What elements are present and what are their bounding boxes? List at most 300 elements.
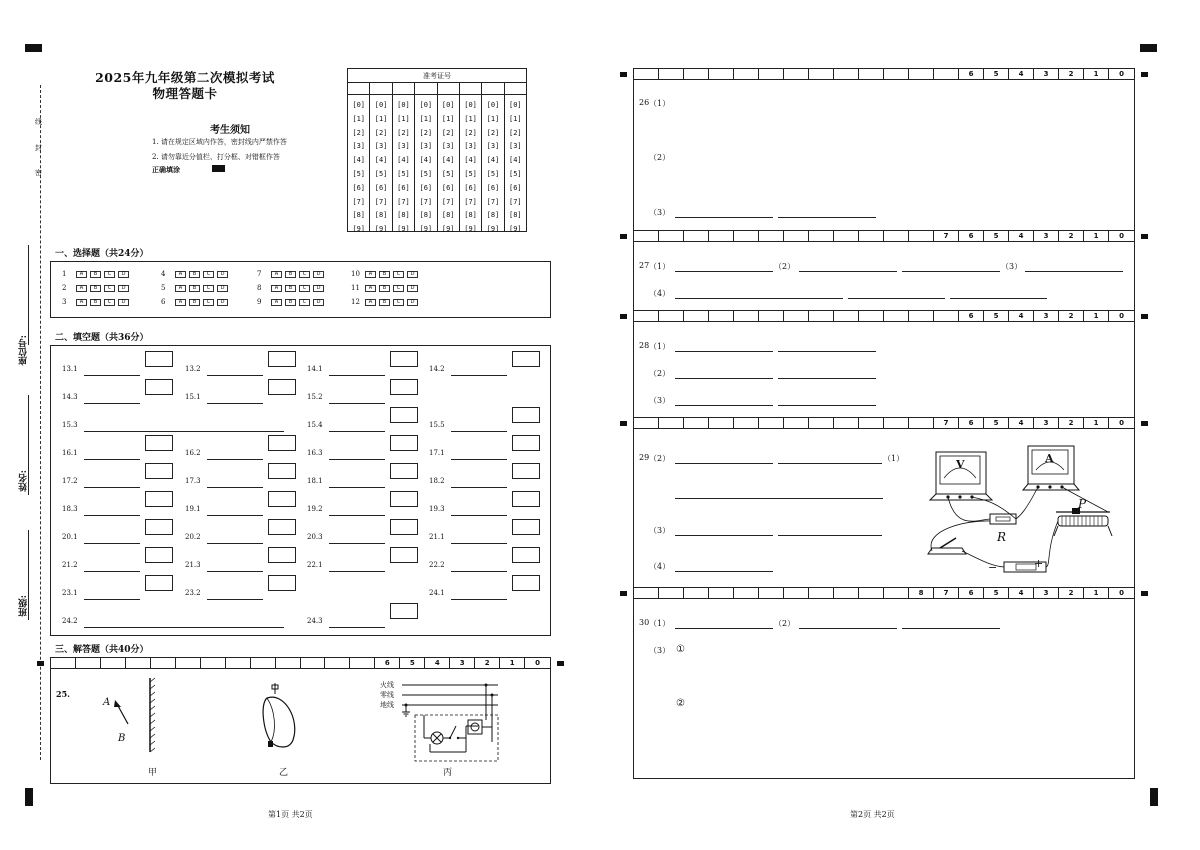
choice-option-bubble[interactable]: A bbox=[76, 285, 87, 292]
fill-answer-line[interactable] bbox=[451, 487, 507, 488]
fill-answer-line[interactable] bbox=[329, 543, 385, 544]
score-cell[interactable] bbox=[734, 588, 759, 598]
score-cell[interactable] bbox=[684, 69, 709, 79]
fill-score-box[interactable] bbox=[390, 379, 418, 395]
answer-line[interactable] bbox=[799, 628, 897, 629]
score-cell[interactable] bbox=[734, 231, 759, 241]
score-cell[interactable]: 7 bbox=[934, 588, 959, 598]
fill-score-box[interactable] bbox=[512, 547, 540, 563]
fill-answer-line[interactable] bbox=[329, 403, 385, 404]
score-cell[interactable] bbox=[859, 418, 884, 428]
answer-line[interactable] bbox=[848, 298, 945, 299]
score-cell[interactable] bbox=[759, 311, 784, 321]
choice-option-bubble[interactable]: B bbox=[90, 299, 101, 306]
ticket-digit-bubble[interactable]: [0] bbox=[464, 101, 477, 109]
answer-line[interactable] bbox=[778, 463, 882, 464]
fill-answer-line[interactable] bbox=[84, 627, 284, 628]
fill-answer-line[interactable] bbox=[207, 459, 263, 460]
score-cell[interactable] bbox=[784, 311, 809, 321]
ticket-digit-bubble[interactable]: [7] bbox=[441, 197, 455, 206]
score-cell[interactable]: 2 bbox=[1059, 69, 1084, 79]
fill-answer-line[interactable] bbox=[329, 431, 385, 432]
choice-option-bubble[interactable]: C bbox=[299, 299, 310, 306]
score-cell[interactable] bbox=[809, 588, 834, 598]
score-cell[interactable] bbox=[734, 311, 759, 321]
ticket-digit-bubble[interactable]: [3] bbox=[508, 142, 522, 151]
score-cell[interactable] bbox=[809, 311, 834, 321]
score-cell[interactable]: 5 bbox=[984, 69, 1009, 79]
ticket-bubble-columns[interactable] bbox=[348, 95, 526, 234]
score-cell[interactable]: 0 bbox=[1119, 70, 1124, 78]
score-cell[interactable]: 3 bbox=[1034, 69, 1059, 79]
score-cell[interactable] bbox=[784, 418, 809, 428]
fill-answer-line[interactable] bbox=[207, 487, 263, 488]
score-cell[interactable]: 0 bbox=[1119, 589, 1124, 597]
score-cell[interactable]: 7 bbox=[934, 231, 959, 241]
ticket-digit-bubble[interactable]: [3] bbox=[374, 142, 388, 151]
score-cell[interactable]: 1 bbox=[1084, 231, 1109, 241]
fill-answer-line[interactable] bbox=[451, 599, 507, 600]
choice-option-bubble[interactable]: D bbox=[217, 271, 228, 278]
ticket-digit-bubble[interactable]: [9] bbox=[508, 225, 522, 234]
score-cell[interactable] bbox=[684, 231, 709, 241]
ticket-digit-bubble[interactable]: [2] bbox=[374, 128, 388, 137]
choice-option-bubble[interactable]: A bbox=[271, 299, 282, 306]
ticket-digit-bubble[interactable]: [8] bbox=[508, 211, 522, 220]
choice-option-bubble[interactable]: D bbox=[118, 299, 129, 306]
ticket-digit-bubble[interactable]: [8] bbox=[441, 211, 455, 220]
score-cell[interactable]: 4 bbox=[1009, 418, 1034, 428]
ticket-digit-bubble[interactable]: [9] bbox=[464, 225, 477, 234]
score-strip-30[interactable] bbox=[633, 587, 1135, 599]
score-cell[interactable] bbox=[350, 658, 375, 668]
score-cell[interactable] bbox=[884, 231, 909, 241]
fill-answer-line[interactable] bbox=[84, 459, 140, 460]
score-cell[interactable]: 1 bbox=[500, 658, 525, 668]
score-cell[interactable]: 2 bbox=[475, 658, 500, 668]
fill-score-box[interactable] bbox=[512, 351, 540, 367]
score-cell[interactable] bbox=[276, 658, 301, 668]
fill-answer-line[interactable] bbox=[84, 515, 140, 516]
fill-score-box[interactable] bbox=[390, 519, 418, 535]
score-cell[interactable]: 6 bbox=[959, 311, 984, 321]
ticket-digit-bubble[interactable]: [8] bbox=[374, 211, 388, 220]
score-cell[interactable]: 5 bbox=[984, 311, 1009, 321]
choice-option-bubble[interactable]: B bbox=[285, 271, 296, 278]
fill-score-box[interactable] bbox=[145, 435, 173, 451]
score-cell[interactable]: 4 bbox=[1009, 69, 1034, 79]
fill-answer-line[interactable] bbox=[329, 571, 385, 572]
fill-score-box[interactable] bbox=[390, 547, 418, 563]
fill-score-box[interactable] bbox=[390, 603, 418, 619]
ticket-digit-bubble[interactable]: [8] bbox=[486, 211, 500, 220]
ticket-digit-bubble[interactable]: [6] bbox=[441, 183, 455, 192]
score-cell[interactable]: 5 bbox=[984, 588, 1009, 598]
score-cell[interactable] bbox=[859, 588, 884, 598]
score-cell[interactable] bbox=[151, 658, 176, 668]
score-cell[interactable]: 5 bbox=[984, 231, 1009, 241]
score-cell[interactable]: 1 bbox=[1084, 588, 1109, 598]
score-cell[interactable] bbox=[101, 658, 126, 668]
score-cell[interactable] bbox=[759, 69, 784, 79]
ticket-digit-bubble[interactable]: [9] bbox=[441, 225, 455, 234]
score-cell[interactable] bbox=[684, 588, 709, 598]
score-cell[interactable] bbox=[759, 231, 784, 241]
ticket-column[interactable] bbox=[348, 95, 370, 234]
score-cell[interactable] bbox=[859, 231, 884, 241]
choice-option-bubble[interactable]: D bbox=[407, 285, 418, 292]
ticket-digit-bubble[interactable]: [5] bbox=[419, 169, 433, 178]
fill-answer-line[interactable] bbox=[207, 403, 263, 404]
score-cell[interactable]: 5 bbox=[400, 658, 425, 668]
ticket-digit-bubble[interactable]: [9] bbox=[352, 225, 366, 234]
fill-answer-line[interactable] bbox=[207, 543, 263, 544]
score-cell[interactable]: 3 bbox=[1034, 311, 1059, 321]
score-cell[interactable] bbox=[759, 418, 784, 428]
fill-score-box[interactable] bbox=[268, 463, 296, 479]
score-cell[interactable] bbox=[634, 418, 659, 428]
choice-option-bubble[interactable]: D bbox=[313, 285, 324, 292]
fill-score-box[interactable] bbox=[512, 491, 540, 507]
ticket-digit-bubble[interactable]: [3] bbox=[419, 142, 433, 151]
choice-option-bubble[interactable]: C bbox=[393, 299, 404, 306]
score-cell[interactable] bbox=[684, 418, 709, 428]
fill-answer-line[interactable] bbox=[329, 375, 385, 376]
choice-option-bubble[interactable]: A bbox=[365, 271, 376, 278]
score-cell[interactable] bbox=[659, 69, 684, 79]
score-cell[interactable]: 7 bbox=[934, 418, 959, 428]
ticket-digit-bubble[interactable]: [4] bbox=[441, 156, 455, 165]
ticket-digit-bubble[interactable]: [4] bbox=[419, 156, 433, 165]
score-cell[interactable]: 0 bbox=[1119, 232, 1124, 240]
ticket-digit-bubble[interactable]: [1] bbox=[397, 114, 410, 123]
score-cell[interactable] bbox=[834, 311, 859, 321]
ticket-digit-bubble[interactable]: [6] bbox=[464, 183, 477, 192]
score-cell[interactable]: 4 bbox=[425, 658, 450, 668]
score-cell[interactable] bbox=[251, 658, 276, 668]
fill-answer-line[interactable] bbox=[329, 627, 385, 628]
choice-option-bubble[interactable]: A bbox=[76, 271, 87, 278]
ticket-digit-bubble[interactable]: [5] bbox=[352, 169, 366, 178]
choice-option-bubble[interactable]: D bbox=[118, 271, 129, 278]
ticket-digit-bubble[interactable]: [6] bbox=[397, 183, 410, 192]
choice-option-bubble[interactable]: B bbox=[189, 271, 200, 278]
ticket-digit-bubble[interactable]: [6] bbox=[486, 183, 500, 192]
ticket-digit-bubble[interactable]: [2] bbox=[508, 128, 522, 137]
choice-option-bubble[interactable]: A bbox=[175, 299, 186, 306]
ticket-digit-bubble[interactable]: [2] bbox=[441, 128, 455, 137]
score-strip-27[interactable] bbox=[633, 230, 1135, 242]
score-cell[interactable]: 3 bbox=[450, 658, 475, 668]
ticket-digit-bubble[interactable]: [5] bbox=[508, 169, 522, 178]
fill-score-box[interactable] bbox=[145, 463, 173, 479]
choice-option-bubble[interactable]: D bbox=[118, 285, 129, 292]
fill-answer-line[interactable] bbox=[207, 375, 263, 376]
ticket-digit-bubble[interactable]: [3] bbox=[464, 142, 477, 151]
ticket-digit-bubble[interactable]: [8] bbox=[352, 211, 366, 220]
choice-option-bubble[interactable]: C bbox=[203, 271, 214, 278]
choice-option-bubble[interactable]: B bbox=[189, 299, 200, 306]
fill-score-box[interactable] bbox=[268, 379, 296, 395]
ticket-digit-bubble[interactable]: [4] bbox=[397, 156, 410, 165]
score-cell[interactable] bbox=[634, 69, 659, 79]
ticket-digit-bubble[interactable]: [1] bbox=[374, 114, 388, 123]
score-cell[interactable] bbox=[934, 69, 959, 79]
ticket-digit-bubble[interactable]: [7] bbox=[374, 197, 388, 206]
ticket-digit-bubble[interactable]: [4] bbox=[374, 156, 388, 165]
score-cell[interactable] bbox=[784, 588, 809, 598]
ticket-digit-bubble[interactable]: [2] bbox=[352, 128, 366, 137]
choice-option-bubble[interactable]: C bbox=[104, 285, 115, 292]
fill-answer-line[interactable] bbox=[84, 487, 140, 488]
ticket-digit-bubble[interactable]: [0] bbox=[352, 101, 366, 109]
score-cell[interactable] bbox=[909, 231, 934, 241]
score-cell[interactable] bbox=[784, 69, 809, 79]
answer-line[interactable] bbox=[902, 271, 1000, 272]
choice-option-bubble[interactable]: A bbox=[175, 271, 186, 278]
ticket-digit-bubble[interactable]: [2] bbox=[419, 128, 433, 137]
ticket-digit-bubble[interactable]: [5] bbox=[397, 169, 410, 178]
score-cell[interactable]: 6 bbox=[375, 658, 400, 668]
score-cell[interactable] bbox=[859, 311, 884, 321]
choice-option-bubble[interactable]: C bbox=[393, 285, 404, 292]
answer-line[interactable] bbox=[1025, 271, 1123, 272]
choice-option-bubble[interactable]: C bbox=[299, 285, 310, 292]
score-cell[interactable]: 6 bbox=[959, 231, 984, 241]
ticket-digit-bubble[interactable]: [3] bbox=[486, 142, 500, 151]
ticket-digit-bubble[interactable]: [1] bbox=[464, 114, 477, 123]
score-cell[interactable]: 1 bbox=[1084, 311, 1109, 321]
fill-answer-line[interactable] bbox=[207, 571, 263, 572]
score-cell[interactable]: 4 bbox=[1009, 231, 1034, 241]
ticket-digit-bubble[interactable]: [5] bbox=[464, 169, 477, 178]
ticket-digit-bubble[interactable]: [3] bbox=[441, 142, 455, 151]
choice-option-bubble[interactable]: A bbox=[76, 299, 87, 306]
fill-score-box[interactable] bbox=[268, 547, 296, 563]
answer-line[interactable] bbox=[902, 628, 1000, 629]
score-cell[interactable]: 2 bbox=[1059, 418, 1084, 428]
answer-line[interactable] bbox=[675, 498, 883, 499]
score-cell[interactable] bbox=[634, 231, 659, 241]
choice-option-bubble[interactable]: A bbox=[175, 285, 186, 292]
score-cell[interactable] bbox=[659, 311, 684, 321]
score-cell[interactable] bbox=[784, 231, 809, 241]
choice-option-bubble[interactable]: B bbox=[90, 271, 101, 278]
choice-option-bubble[interactable]: C bbox=[104, 299, 115, 306]
fill-answer-line[interactable] bbox=[329, 515, 385, 516]
ticket-column[interactable] bbox=[393, 95, 415, 234]
choice-option-bubble[interactable]: A bbox=[271, 271, 282, 278]
score-cell[interactable] bbox=[709, 231, 734, 241]
choice-option-bubble[interactable]: B bbox=[285, 299, 296, 306]
score-cell[interactable] bbox=[301, 658, 326, 668]
score-cell[interactable] bbox=[909, 69, 934, 79]
answer-line[interactable] bbox=[675, 217, 773, 218]
ticket-digit-bubble[interactable]: [0] bbox=[508, 101, 522, 109]
choice-option-bubble[interactable]: D bbox=[407, 299, 418, 306]
answer-line[interactable] bbox=[778, 351, 876, 352]
score-cell[interactable]: 6 bbox=[959, 69, 984, 79]
answer-line[interactable] bbox=[778, 217, 876, 218]
choice-option-bubble[interactable]: B bbox=[379, 271, 390, 278]
fill-score-box[interactable] bbox=[145, 547, 173, 563]
fill-answer-line[interactable] bbox=[451, 431, 507, 432]
fill-score-box[interactable] bbox=[145, 379, 173, 395]
score-cell[interactable] bbox=[909, 418, 934, 428]
score-strip-28[interactable] bbox=[633, 310, 1135, 322]
choice-option-bubble[interactable]: D bbox=[407, 271, 418, 278]
ticket-digit-bubble[interactable]: [3] bbox=[352, 142, 366, 151]
answer-line[interactable] bbox=[778, 535, 882, 536]
fill-score-box[interactable] bbox=[268, 575, 296, 591]
fill-score-box[interactable] bbox=[512, 407, 540, 423]
ticket-digit-bubble[interactable]: [1] bbox=[508, 114, 522, 123]
ticket-digit-bubble[interactable]: [7] bbox=[397, 197, 410, 206]
ticket-digit-bubble[interactable]: [2] bbox=[486, 128, 500, 137]
score-cell[interactable]: 6 bbox=[959, 418, 984, 428]
fill-score-box[interactable] bbox=[390, 407, 418, 423]
answer-line[interactable] bbox=[778, 405, 876, 406]
ticket-digit-bubble[interactable]: [7] bbox=[486, 197, 500, 206]
fill-score-box[interactable] bbox=[390, 463, 418, 479]
score-cell[interactable] bbox=[709, 418, 734, 428]
score-strip-25[interactable] bbox=[50, 657, 551, 669]
ticket-digit-bubble[interactable]: [9] bbox=[486, 225, 500, 234]
score-cell[interactable] bbox=[634, 588, 659, 598]
score-cell[interactable]: 6 bbox=[959, 588, 984, 598]
score-cell[interactable] bbox=[884, 588, 909, 598]
choice-option-bubble[interactable]: C bbox=[203, 285, 214, 292]
ticket-digit-bubble[interactable]: [6] bbox=[508, 183, 522, 192]
choice-option-bubble[interactable]: B bbox=[90, 285, 101, 292]
fill-answer-line[interactable] bbox=[84, 571, 140, 572]
choice-option-bubble[interactable]: C bbox=[299, 271, 310, 278]
score-cell[interactable] bbox=[884, 311, 909, 321]
choice-option-bubble[interactable]: D bbox=[217, 299, 228, 306]
fill-score-box[interactable] bbox=[390, 351, 418, 367]
fill-answer-line[interactable] bbox=[451, 515, 507, 516]
score-cell[interactable] bbox=[834, 69, 859, 79]
score-cell[interactable] bbox=[226, 658, 251, 668]
answer-line[interactable] bbox=[675, 298, 843, 299]
score-cell[interactable] bbox=[859, 69, 884, 79]
ticket-column[interactable] bbox=[370, 95, 392, 234]
score-cell[interactable] bbox=[51, 658, 76, 668]
ticket-digit-bubble[interactable]: [8] bbox=[397, 211, 410, 220]
choice-option-bubble[interactable]: D bbox=[313, 271, 324, 278]
ticket-digit-bubble[interactable]: [6] bbox=[374, 183, 388, 192]
ticket-digit-bubble[interactable]: [9] bbox=[397, 225, 410, 234]
ticket-digit-bubble[interactable]: [0] bbox=[397, 101, 410, 109]
score-cell[interactable] bbox=[201, 658, 226, 668]
ticket-column[interactable] bbox=[505, 95, 526, 234]
score-cell[interactable]: 2 bbox=[1059, 231, 1084, 241]
ticket-digit-bubble[interactable]: [1] bbox=[419, 114, 433, 123]
score-strip-29[interactable] bbox=[633, 417, 1135, 429]
fill-answer-line[interactable] bbox=[84, 403, 140, 404]
fill-answer-line[interactable] bbox=[329, 487, 385, 488]
score-cell[interactable]: 8 bbox=[909, 588, 934, 598]
fill-answer-line[interactable] bbox=[207, 599, 263, 600]
choice-option-bubble[interactable]: B bbox=[189, 285, 200, 292]
answer-line[interactable] bbox=[778, 378, 876, 379]
choice-option-bubble[interactable]: B bbox=[285, 285, 296, 292]
choice-option-bubble[interactable]: D bbox=[313, 299, 324, 306]
fill-answer-line[interactable] bbox=[451, 543, 507, 544]
score-cell[interactable]: 5 bbox=[984, 418, 1009, 428]
ticket-digit-bubble[interactable]: [5] bbox=[441, 169, 455, 178]
fill-answer-line[interactable] bbox=[451, 375, 507, 376]
fill-score-box[interactable] bbox=[390, 435, 418, 451]
ticket-digit-bubble[interactable]: [5] bbox=[374, 169, 388, 178]
ticket-digit-bubble[interactable]: [1] bbox=[441, 114, 455, 123]
fill-score-box[interactable] bbox=[145, 519, 173, 535]
ticket-digit-bubble[interactable]: [2] bbox=[464, 128, 477, 137]
choice-option-bubble[interactable]: A bbox=[271, 285, 282, 292]
fill-score-box[interactable] bbox=[390, 491, 418, 507]
ticket-digit-bubble[interactable]: [3] bbox=[397, 142, 410, 151]
fill-score-box[interactable] bbox=[145, 351, 173, 367]
score-cell[interactable]: 1 bbox=[1084, 69, 1109, 79]
score-cell[interactable] bbox=[709, 311, 734, 321]
score-cell[interactable] bbox=[659, 588, 684, 598]
score-cell[interactable] bbox=[659, 418, 684, 428]
score-cell[interactable] bbox=[76, 658, 101, 668]
ticket-digit-bubble[interactable]: [8] bbox=[464, 211, 477, 220]
answer-line[interactable] bbox=[675, 463, 773, 464]
score-cell[interactable] bbox=[734, 69, 759, 79]
score-cell[interactable]: 2 bbox=[1059, 311, 1084, 321]
score-cell[interactable] bbox=[909, 311, 934, 321]
ticket-digit-bubble[interactable]: [9] bbox=[374, 225, 388, 234]
fill-answer-line[interactable] bbox=[451, 459, 507, 460]
ticket-digit-bubble[interactable]: [0] bbox=[441, 101, 455, 109]
ticket-digit-bubble[interactable]: [1] bbox=[486, 114, 500, 123]
ticket-digit-bubble[interactable]: [7] bbox=[464, 197, 477, 206]
choice-option-bubble[interactable]: C bbox=[393, 271, 404, 278]
score-cell[interactable]: 0 bbox=[1119, 419, 1124, 427]
score-cell[interactable]: 4 bbox=[1009, 311, 1034, 321]
score-cell[interactable] bbox=[834, 231, 859, 241]
choice-option-bubble[interactable]: B bbox=[379, 299, 390, 306]
fill-score-box[interactable] bbox=[512, 463, 540, 479]
fill-answer-line[interactable] bbox=[207, 515, 263, 516]
score-cell[interactable] bbox=[809, 231, 834, 241]
fill-score-box[interactable] bbox=[145, 491, 173, 507]
answer-line[interactable] bbox=[675, 405, 773, 406]
score-cell[interactable]: 3 bbox=[1034, 588, 1059, 598]
score-cell[interactable] bbox=[325, 658, 350, 668]
score-cell[interactable]: 3 bbox=[1034, 418, 1059, 428]
score-cell[interactable] bbox=[709, 69, 734, 79]
fill-score-box[interactable] bbox=[268, 519, 296, 535]
score-strip-26[interactable] bbox=[633, 68, 1135, 80]
score-cell[interactable] bbox=[884, 418, 909, 428]
answer-line[interactable] bbox=[675, 271, 773, 272]
ticket-digit-bubble[interactable]: [6] bbox=[352, 183, 366, 192]
ticket-digit-bubble[interactable]: [4] bbox=[486, 156, 500, 165]
ticket-digit-bubble[interactable]: [8] bbox=[419, 211, 433, 220]
ticket-digit-bubble[interactable]: [9] bbox=[419, 225, 433, 234]
fill-answer-line[interactable] bbox=[84, 543, 140, 544]
score-cell[interactable] bbox=[126, 658, 151, 668]
ticket-digit-bubble[interactable]: [4] bbox=[508, 156, 522, 165]
ticket-digit-bubble[interactable]: [7] bbox=[508, 197, 522, 206]
score-cell[interactable]: 0 bbox=[1119, 312, 1124, 320]
ticket-digit-bubble[interactable]: [5] bbox=[486, 169, 500, 178]
ticket-digit-bubble[interactable]: [0] bbox=[374, 101, 388, 109]
fill-answer-line[interactable] bbox=[84, 599, 140, 600]
